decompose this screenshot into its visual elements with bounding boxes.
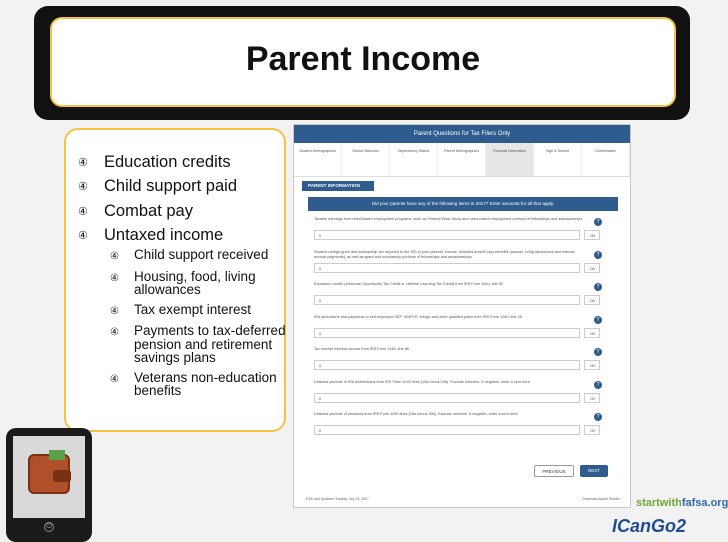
bullet-icon: ④: [110, 373, 119, 385]
next-button[interactable]: NEXT: [580, 465, 608, 477]
bullet-item: ④ Education credits: [78, 152, 231, 171]
cents-field: .00: [584, 328, 600, 338]
step-tab-active[interactable]: Financial Information: [486, 143, 534, 176]
form-header: Parent Questions for Tax Filers Only: [294, 125, 630, 143]
bullet-icon: ④: [78, 205, 88, 218]
amount-input[interactable]: 0: [314, 295, 580, 305]
section-tab: PARENT INFORMATION: [302, 181, 374, 191]
main-bullet-list: [78, 150, 237, 248]
wallet-clasp-icon: [53, 470, 71, 482]
cents-field: .00: [584, 393, 600, 403]
fafsa-form-screenshot: [293, 124, 631, 508]
bullet-icon: ④: [110, 327, 119, 338]
amount-input[interactable]: 0: [314, 230, 580, 240]
help-icon[interactable]: ?: [594, 283, 602, 291]
bullet-item: ④ Untaxed income: [78, 226, 224, 245]
cents-field: .00: [584, 230, 600, 240]
startwithfafsa-logo: startwithfafsa.org: [636, 497, 728, 509]
form-row: Tax exempt interest income from IRS Form 1040–line 8b ? 0 .00: [314, 347, 610, 380]
step-tab[interactable]: Dependency Status: [390, 143, 438, 176]
form-nav: [534, 465, 608, 477]
form-row: Untaxed portions of IRA distributions from IRS Form 1040 lines (15a minus 15b). Exclude rollovers. If negative, enter a zero here ? 0 .00: [314, 380, 610, 413]
form-footer: [306, 497, 620, 501]
last-updated-text: FSA Last Updated: Sunday, July 23, 2017: [306, 497, 369, 501]
sub-bullet-item: ④ Tax exempt interest: [110, 301, 252, 317]
bullet-item: ④ Child support paid: [78, 177, 237, 196]
adobe-link[interactable]: Download Adobe Reader: [582, 497, 620, 501]
page-title: Parent Income: [245, 39, 481, 78]
form-rows: [314, 217, 610, 445]
bullet-icon: ④: [78, 156, 88, 169]
sub-bullet-item: ④ Veterans non-education benefits: [110, 369, 277, 398]
tablet-illustration: [6, 428, 92, 542]
step-tab[interactable]: Sign & Submit: [534, 143, 582, 176]
bullet-icon: ④: [110, 272, 119, 284]
bullet-item: ④ Combat pay: [78, 201, 193, 220]
cents-field: .00: [584, 425, 600, 435]
bullet-icon: ④: [78, 181, 88, 194]
amount-input[interactable]: 0: [314, 328, 580, 338]
form-row: Taxable earnings from need-based employment programs, such as Federal Work-Study and need-based employment portions of fellowships and assistantships ? 0 .00: [314, 217, 610, 250]
form-row: Untaxed portions of pensions from IRS Form 1040 lines (16a minus 16b). Exclude rollovers. If negative, enter a zero here ? 0 .00: [314, 412, 610, 445]
step-tab[interactable]: School Selection: [342, 143, 390, 176]
help-icon[interactable]: ?: [594, 413, 602, 421]
help-icon[interactable]: ?: [594, 316, 602, 324]
help-icon[interactable]: ?: [594, 381, 602, 389]
previous-button[interactable]: PREVIOUS: [534, 465, 574, 477]
cents-field: .00: [584, 295, 600, 305]
title-box: [50, 17, 676, 107]
sub-bullet-item: ④ Child support received: [110, 247, 269, 262]
bullet-icon: ④: [78, 230, 88, 243]
help-icon[interactable]: ?: [594, 218, 602, 226]
step-tab[interactable]: Parent Demographics: [438, 143, 486, 176]
step-tab[interactable]: Confirmation: [582, 143, 630, 176]
cents-field: .00: [584, 360, 600, 370]
bullet-icon: ④: [110, 251, 119, 262]
form-row: IRA deductions and payments to self-employed SEP, SIMPLE, Keogh and other qualified plans from IRS Form 1040–line 28 ? 0 .00: [314, 315, 610, 348]
sub-bullet-list: [110, 248, 286, 404]
form-steps: [294, 143, 630, 177]
sub-bullet-item: ④ Payments to tax-deferred pension and retirement savings plans: [110, 323, 286, 365]
amount-input[interactable]: 0: [314, 263, 580, 273]
cents-field: .00: [584, 263, 600, 273]
question-banner: Did your parents have any of the following items in 2017? Enter amounts for all that apply.: [308, 197, 618, 211]
money-icon: [49, 450, 65, 460]
tablet-screen: [13, 436, 85, 518]
sub-bullet-item: ④ Housing, food, living allowances: [110, 268, 256, 297]
form-row: Student college grant and scholarship aid reported to the IRS in your parents' income. Includes AmeriCorps benefits (awards, living allowances and interest accrual payments), as well as grant and scholarship portions of fellowships and assistantships ? 0 .00: [314, 250, 610, 283]
help-icon[interactable]: ?: [594, 348, 602, 356]
amount-input[interactable]: 0: [314, 393, 580, 403]
amount-input[interactable]: 0: [314, 360, 580, 370]
amount-input[interactable]: 0: [314, 425, 580, 435]
help-icon[interactable]: ?: [594, 251, 602, 259]
bullet-icon: ④: [110, 305, 119, 317]
step-tab[interactable]: Student Demographics: [294, 143, 342, 176]
power-icon: ⏻: [44, 522, 54, 532]
icango2-logo: ICanGo2: [612, 516, 687, 536]
form-row: Education credits (American Opportunity Tax Credit or Lifetime Learning Tax Credit) from IRS Form 1040–line 50 ? 0 .00: [314, 282, 610, 315]
